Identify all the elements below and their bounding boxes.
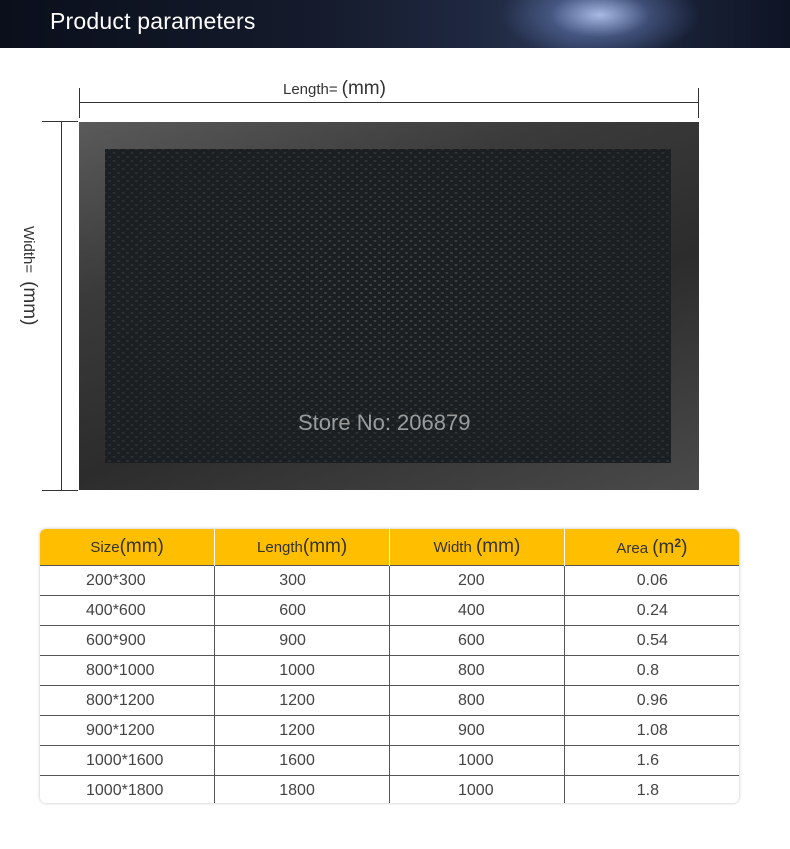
header-width-label: Width bbox=[433, 539, 472, 556]
header-banner bbox=[0, 0, 790, 48]
width-label-text: Width= bbox=[20, 226, 37, 274]
cell-size: 400*600 bbox=[40, 596, 215, 626]
cell-size: 1000*1800 bbox=[40, 776, 215, 804]
table-row bbox=[40, 596, 739, 626]
table-row bbox=[40, 626, 739, 656]
cell-area: 0.06 bbox=[564, 566, 739, 596]
cell-length: 600 bbox=[215, 596, 390, 626]
cell-length: 1200 bbox=[215, 716, 390, 746]
header-area-label: Area bbox=[616, 539, 649, 557]
length-dimension-line bbox=[79, 102, 699, 103]
cell-width: 1000 bbox=[390, 776, 565, 804]
cell-width: 200 bbox=[390, 566, 565, 596]
cell-width: 800 bbox=[390, 686, 565, 716]
length-label bbox=[283, 78, 386, 100]
table-row bbox=[40, 566, 739, 596]
cell-length: 900 bbox=[215, 626, 390, 656]
length-unit: (mm) bbox=[341, 78, 386, 99]
header-size-unit: (mm) bbox=[119, 536, 164, 557]
width-tick-bottom bbox=[42, 490, 78, 491]
cell-width: 900 bbox=[390, 716, 565, 746]
length-label-text: Length= bbox=[283, 81, 338, 98]
cell-size: 800*1000 bbox=[40, 656, 215, 686]
cell-area: 1.08 bbox=[564, 716, 739, 746]
header-area-unit: (m bbox=[652, 536, 675, 558]
spec-table-grid bbox=[40, 529, 739, 803]
cell-area: 0.54 bbox=[564, 626, 739, 656]
cell-width: 800 bbox=[390, 656, 565, 686]
cell-area: 0.8 bbox=[564, 656, 739, 686]
cell-length: 1800 bbox=[215, 776, 390, 804]
header-area bbox=[564, 529, 739, 566]
header-width bbox=[390, 529, 565, 566]
cell-length: 300 bbox=[215, 566, 390, 596]
cell-length: 1600 bbox=[215, 746, 390, 776]
cell-length: 1200 bbox=[215, 686, 390, 716]
header-area-close: ) bbox=[681, 536, 688, 558]
width-tick-top bbox=[42, 121, 78, 122]
page-title: Product parameters bbox=[50, 8, 256, 34]
length-tick-left bbox=[79, 88, 80, 118]
table-row bbox=[40, 776, 739, 804]
cell-area: 0.96 bbox=[564, 686, 739, 716]
width-label bbox=[18, 226, 40, 325]
table-row bbox=[40, 716, 739, 746]
table-row bbox=[40, 686, 739, 716]
header-width-unit: (mm) bbox=[475, 536, 521, 557]
cell-length: 1000 bbox=[215, 656, 390, 686]
length-tick-right bbox=[698, 88, 699, 118]
width-unit: (mm) bbox=[19, 281, 40, 326]
cell-size: 1000*1600 bbox=[40, 746, 215, 776]
header-area-sup: 2 bbox=[674, 535, 682, 550]
cell-size: 600*900 bbox=[40, 626, 215, 656]
header-length bbox=[215, 529, 390, 566]
cell-width: 600 bbox=[390, 626, 565, 656]
header-size-label: Size bbox=[90, 539, 120, 556]
cell-width: 1000 bbox=[390, 746, 565, 776]
store-watermark: Store No: 206879 bbox=[298, 410, 471, 435]
header-length-unit: (mm) bbox=[302, 536, 348, 557]
cell-area: 1.6 bbox=[564, 746, 739, 776]
table-row bbox=[40, 746, 739, 776]
cell-size: 200*300 bbox=[40, 566, 215, 596]
cell-width: 400 bbox=[390, 596, 565, 626]
banner-glow bbox=[500, 0, 700, 48]
table-header-row bbox=[40, 529, 739, 566]
spec-table bbox=[40, 529, 739, 803]
cell-size: 900*1200 bbox=[40, 716, 215, 746]
cell-area: 1.8 bbox=[564, 776, 739, 804]
cell-area: 0.24 bbox=[564, 596, 739, 626]
header-length-label: Length bbox=[257, 539, 303, 556]
cell-size: 800*1200 bbox=[40, 686, 215, 716]
header-size bbox=[40, 529, 215, 566]
table-row bbox=[40, 656, 739, 686]
width-dimension-line bbox=[61, 122, 62, 490]
